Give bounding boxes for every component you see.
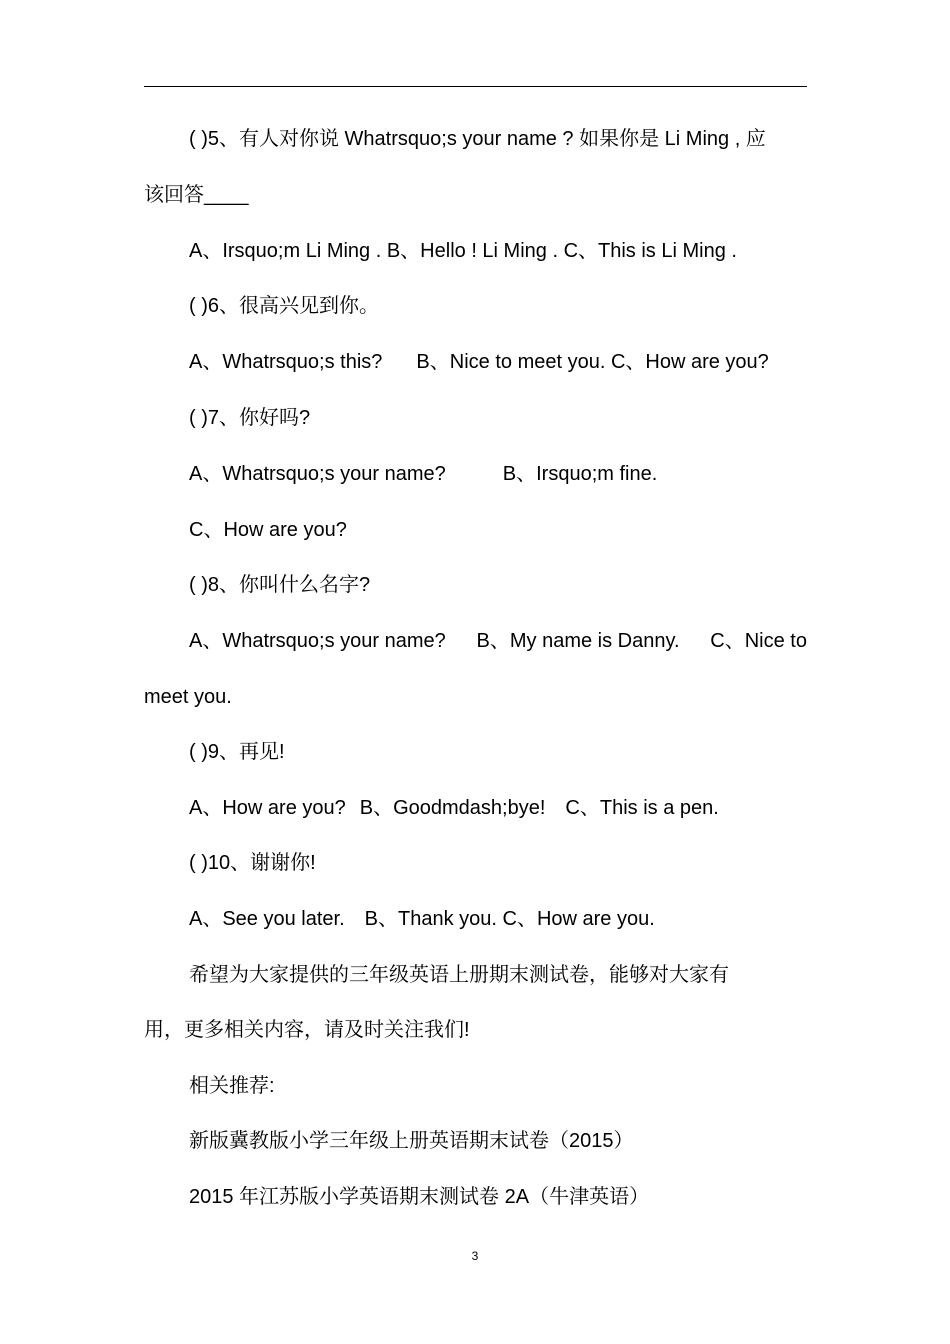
related-item-1-text: 新版冀教版小学三年级上册英语期末试卷（2015） [189, 1130, 634, 1152]
page-number: 3 [471, 1249, 479, 1263]
question-6-option-b-c: B、Nice to meet you. C、How are you? [416, 351, 769, 373]
question-7-option-a: A、Whatrsquo;s your name? [189, 463, 446, 485]
question-7-option-c: C、How are you? [189, 519, 347, 541]
question-7-text: ( )7、你好吗? [189, 407, 311, 429]
question-6-option-a: A、Whatrsquo;s this? [189, 351, 383, 373]
related-heading-text: 相关推荐: [189, 1075, 275, 1097]
question-8-option-c: C、Nice to [710, 630, 807, 652]
question-9 [189, 738, 807, 766]
question-6-options [189, 348, 807, 376]
question-5-text: ( )5、有人对你说 Whatrsquo;s your name ? 如果你是 Li Ming , 应 [189, 128, 766, 150]
question-8 [189, 571, 807, 599]
question-5-line [189, 125, 807, 153]
related-item-2 [189, 1183, 807, 1211]
related-item-1 [189, 1127, 807, 1155]
question-10-options [189, 905, 807, 933]
question-8-continuation [144, 683, 807, 711]
closing-paragraph-line-1 [189, 961, 807, 989]
question-9-option-b: B、Goodmdash;bye! [359, 797, 546, 819]
header-rule [144, 86, 807, 87]
question-8-options [189, 627, 807, 655]
closing-paragraph-line-2 [144, 1016, 807, 1044]
question-5-options-text: A、Irsquo;m Li Ming . B、Hello ! Li Ming . C、This is Li Ming . [189, 240, 737, 262]
question-10-text: ( )10、谢谢你! [189, 852, 316, 874]
question-8-option-b: B、My name is Danny. [476, 630, 680, 652]
question-7-option-b: B、Irsquo;m fine. [502, 463, 658, 485]
question-5-continuation [144, 181, 807, 209]
question-9-text: ( )9、再见! [189, 741, 285, 763]
question-7-options-ab [189, 460, 807, 488]
question-9-option-a: A、How are you? [189, 797, 346, 819]
question-8-option-a: A、Whatrsquo;s your name? [189, 630, 446, 652]
question-10-option-a: A、See you later. [189, 908, 345, 930]
question-8-option-c-continued: meet you. [144, 686, 232, 708]
question-6-text: ( )6、很高兴见到你。 [189, 295, 379, 317]
question-6 [189, 292, 807, 320]
question-10 [189, 849, 807, 877]
question-8-text: ( )8、你叫什么名字? [189, 574, 371, 596]
related-item-2-text: 2015 年江苏版小学英语期末测试卷 2A（牛津英语） [189, 1186, 650, 1208]
question-5-options [189, 237, 807, 265]
question-7 [189, 404, 807, 432]
question-5-answer-blank: 该回答____ [144, 184, 249, 206]
question-10-option-b-c: B、Thank you. C、How are you. [364, 908, 655, 930]
related-heading [189, 1072, 807, 1100]
question-9-options [189, 794, 807, 822]
closing-paragraph-text-1: 希望为大家提供的三年级英语上册期末测试卷，能够对大家有 [189, 964, 729, 986]
question-9-option-c: C、This is a pen. [565, 797, 719, 819]
closing-paragraph-text-2: 用，更多相关内容，请及时关注我们! [144, 1019, 470, 1041]
question-7-option-c-line [189, 516, 807, 544]
